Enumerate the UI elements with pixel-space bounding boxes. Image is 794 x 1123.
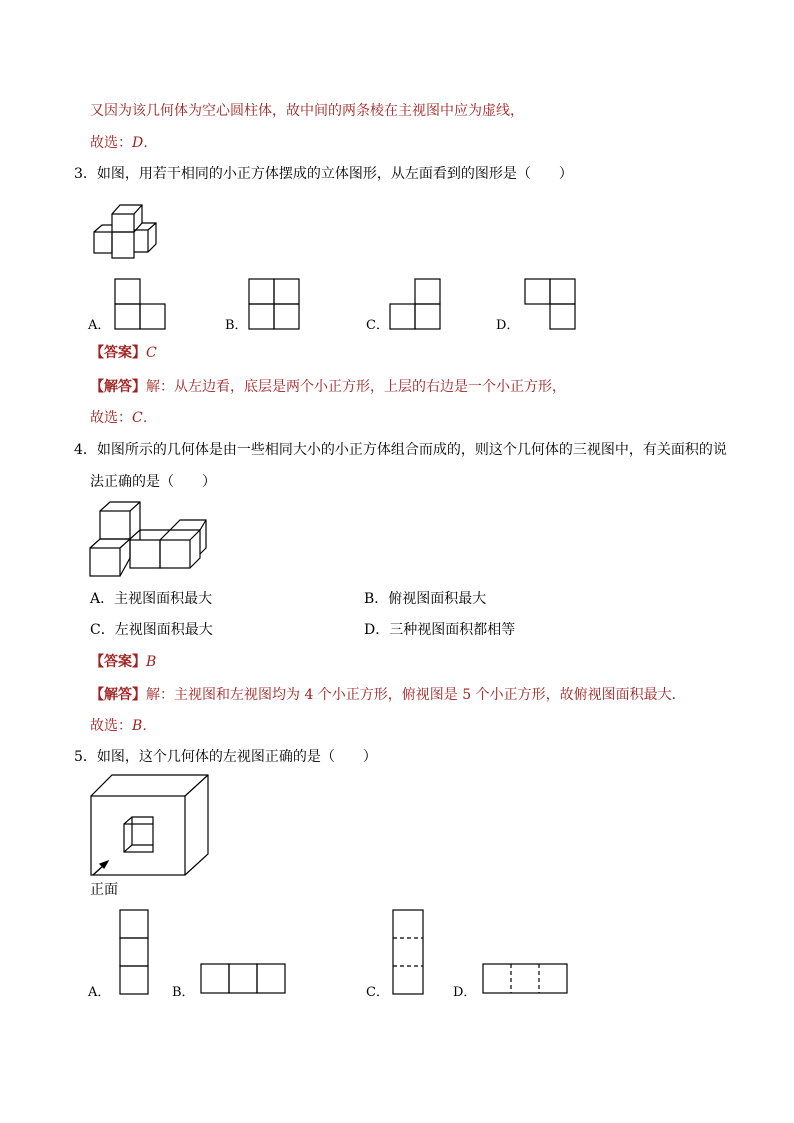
choose-value: C． — [132, 410, 157, 426]
q5-option-b-label: B． — [172, 985, 195, 1000]
choose-prefix: 故选： — [90, 718, 132, 734]
q5-option-d-label: D． — [453, 985, 477, 1000]
q4-option-c: C．左视图面积最大 — [90, 622, 213, 638]
solution-tag: 【解答】 — [90, 687, 146, 703]
solution-tag: 【解答】 — [90, 379, 146, 395]
choose-prefix: 故选： — [90, 135, 132, 151]
answer-tag: 【答案】 — [90, 345, 146, 361]
prev-reason-text: 又因为该几何体为空心圆柱体，故中间的两条棱在主视图中应为虚线， — [90, 103, 524, 119]
q5-option-c-label: C． — [366, 985, 389, 1000]
answer-tag: 【答案】 — [90, 654, 146, 670]
q5-front-label: 正面 — [90, 882, 118, 898]
q3-option-d-figure — [524, 278, 576, 330]
answer-value: C — [146, 345, 157, 361]
q4-option-b: B．俯视图面积最大 — [364, 591, 487, 607]
q4-figure-cubes — [88, 500, 208, 580]
q3-stem: 3．如图，用若干相同的小正方体摆成的立体图形，从左面看到的图形是（ ） — [74, 166, 573, 182]
q3-option-a-figure — [114, 278, 166, 330]
q3-answer-line — [90, 343, 157, 363]
q5-option-c-figure — [392, 909, 424, 995]
q4-solution-line — [90, 685, 686, 705]
q4-option-d: D．三种视图面积都相等 — [364, 622, 516, 638]
q5-stem: 5．如图，这个几何体的左视图正确的是（ ） — [74, 749, 377, 765]
q3-option-b-figure — [248, 278, 300, 330]
choose-value: B． — [132, 718, 157, 734]
choose-value: D． — [132, 135, 158, 151]
q4-stem-line1: 4．如图所示的几何体是由一些相同大小的小正方体组合而成的，则这个几何体的三视图中，有关面积的说 — [74, 442, 727, 458]
q3-option-c-figure — [389, 278, 441, 330]
q3-option-a-label: A． — [88, 318, 111, 333]
q4-option-a: A．主视图面积最大 — [90, 591, 213, 607]
q4-choose-line — [90, 716, 156, 736]
q3-option-d-label: D． — [496, 318, 520, 333]
q3-choose-line — [90, 408, 157, 428]
q5-option-d-figure — [482, 963, 568, 994]
q3-option-b-label: B． — [225, 318, 248, 333]
q3-solution-line — [90, 377, 566, 397]
solution-text: 解：主视图和左视图均为 4 个小正方形，俯视图是 5 个小正方形，故俯视图面积最大． — [146, 687, 686, 703]
choose-prefix: 故选： — [90, 410, 132, 426]
answer-value: B — [146, 654, 157, 670]
q3-option-c-label: C． — [366, 318, 389, 333]
q5-figure-hollow-cube — [88, 772, 212, 878]
q3-figure-cubes — [90, 200, 170, 262]
solution-text: 解：从左边看，底层是两个小正方形，上层的右边是一个小正方形， — [146, 379, 566, 395]
q5-option-b-figure — [200, 963, 286, 994]
q4-answer-line — [90, 652, 156, 672]
q5-option-a-figure — [119, 909, 149, 995]
prev-choose-line — [90, 133, 157, 153]
q4-stem-line2: 法正确的是（ ） — [90, 474, 216, 490]
q5-option-a-label: A． — [88, 985, 111, 1000]
